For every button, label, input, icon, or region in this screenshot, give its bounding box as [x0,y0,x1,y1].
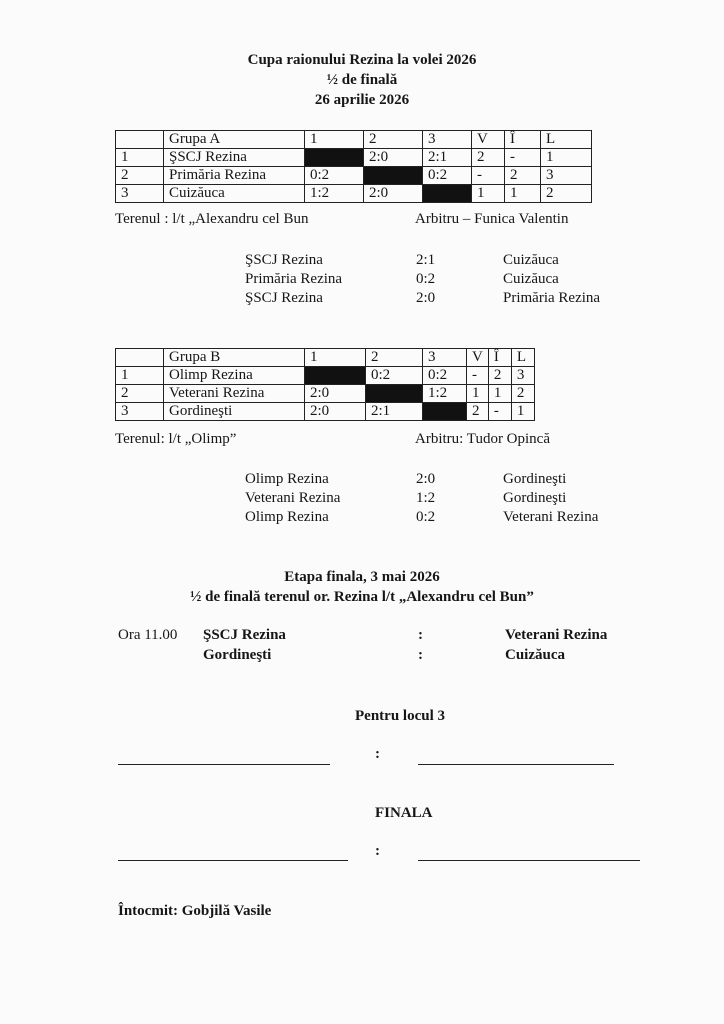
table-row [116,403,535,421]
match-away: Gordineşti [503,490,567,506]
place-cell: 1 [511,403,534,421]
score-cell: 0:2 [423,367,467,385]
match-score: 2:0 [416,290,436,306]
blank-cell [423,185,472,203]
row-number: 2 [116,167,164,185]
score-cell: 1:2 [305,185,364,203]
row-number: 1 [116,367,164,385]
header-cell: 3 [423,131,472,149]
table-row [116,185,592,203]
score-cell: 2:0 [364,149,423,167]
team-name: Gordineşti [164,403,305,421]
score-cell: 1:2 [423,385,467,403]
match-score: 2:0 [416,471,436,487]
semifinal-away: Veterani Rezina [505,627,608,643]
losses-cell: 1 [488,385,511,403]
match-home: Olimp Rezina [245,509,329,525]
semifinal-home: Gordineşti [203,647,272,663]
match-home: Primăria Rezina [245,271,343,287]
blank-cell [305,149,364,167]
header-cell: V [472,131,505,149]
group-b-venue: Terenul: l/t „Olimp” [115,431,237,447]
third-place-separator: : [375,746,380,762]
wins-cell: 1 [467,385,489,403]
match-home: ŞSCJ Rezina [245,290,323,306]
document-date: 26 aprilie 2026 [314,92,410,108]
table-row [116,367,535,385]
place-cell: 3 [541,167,592,185]
place-cell: 2 [541,185,592,203]
team-name: Veterani Rezina [164,385,305,403]
score-cell: 2:0 [305,403,366,421]
header-cell [116,131,164,149]
header-cell: 3 [423,349,467,367]
wins-cell: 2 [467,403,489,421]
table-header-row [116,349,535,367]
blank-cell [364,167,423,185]
team-name: Primăria Rezina [164,167,305,185]
semifinal-away: Cuizăuca [505,647,565,663]
group-a-referee: Arbitru – Funica Valentin [415,211,569,227]
place-cell: 2 [511,385,534,403]
score-cell: 2:0 [305,385,366,403]
final-title: FINALA [375,805,433,821]
score-cell: 2:1 [423,149,472,167]
table-header-row [116,131,592,149]
match-score: 2:1 [416,252,436,268]
losses-cell: 2 [505,167,541,185]
row-number: 1 [116,149,164,167]
group-a-venue: Terenul : l/t „Alexandru cel Bun [115,211,309,227]
losses-cell: - [488,403,511,421]
semifinal-separator: : [418,647,423,663]
table-row [116,385,535,403]
semifinal-home: ŞSCJ Rezina [203,627,286,643]
team-name: Cuizăuca [164,185,305,203]
match-away: Primăria Rezina [503,290,601,306]
blank-cell [423,403,467,421]
group-b-table [115,348,535,421]
match-time: Ora 11.00 [118,627,178,643]
table-row [116,167,592,185]
losses-cell: - [505,149,541,167]
header-cell: Î [505,131,541,149]
final-stage-title: Etapa finala, 3 mai 2026 [284,569,440,585]
match-score: 0:2 [416,509,436,525]
match-score: 1:2 [416,490,436,506]
row-number: 3 [116,185,164,203]
row-number: 3 [116,403,164,421]
losses-cell: 2 [488,367,511,385]
header-cell [116,349,164,367]
final-home-line [118,860,348,861]
document-subtitle: ½ de finală [326,72,398,88]
final-separator: : [375,843,380,859]
match-home: ŞSCJ Rezina [245,252,323,268]
losses-cell: 1 [505,185,541,203]
match-away: Veterani Rezina [503,509,599,525]
row-number: 2 [116,385,164,403]
match-away: Cuizăuca [503,271,559,287]
third-place-away-line [418,764,614,765]
group-b-referee: Arbitru: Tudor Opincă [415,431,550,447]
third-place-home-line [118,764,330,765]
header-cell: 2 [364,131,423,149]
header-cell: 2 [366,349,423,367]
place-cell: 3 [511,367,534,385]
match-score: 0:2 [416,271,436,287]
wins-cell: 1 [472,185,505,203]
group-a-table [115,130,592,203]
score-cell: 0:2 [423,167,472,185]
score-cell: 0:2 [305,167,364,185]
header-cell: Î [488,349,511,367]
match-home: Veterani Rezina [245,490,341,506]
match-home: Olimp Rezina [245,471,329,487]
team-name: Olimp Rezina [164,367,305,385]
place-cell: 1 [541,149,592,167]
final-away-line [418,860,640,861]
header-cell: L [541,131,592,149]
team-name: ŞSCJ Rezina [164,149,305,167]
wins-cell: - [472,167,505,185]
third-place-title: Pentru locul 3 [355,708,445,724]
wins-cell: - [467,367,489,385]
header-cell: Grupa A [164,131,305,149]
header-cell: V [467,349,489,367]
header-cell: 1 [305,131,364,149]
header-cell: 1 [305,349,366,367]
blank-cell [366,385,423,403]
document-title: Cupa raionului Rezina la volei 2026 [247,52,477,68]
score-cell: 2:0 [364,185,423,203]
header-cell: L [511,349,534,367]
header-cell: Grupa B [164,349,305,367]
blank-cell [305,367,366,385]
wins-cell: 2 [472,149,505,167]
table-row [116,149,592,167]
match-away: Cuizăuca [503,252,559,268]
match-away: Gordineşti [503,471,567,487]
prepared-by: Întocmit: Gobjilă Vasile [118,903,272,919]
score-cell: 0:2 [366,367,423,385]
final-stage-subtitle: ½ de finală terenul or. Rezina l/t „Alexandru cel Bun” [190,589,534,605]
semifinal-separator: : [418,627,423,643]
score-cell: 2:1 [366,403,423,421]
